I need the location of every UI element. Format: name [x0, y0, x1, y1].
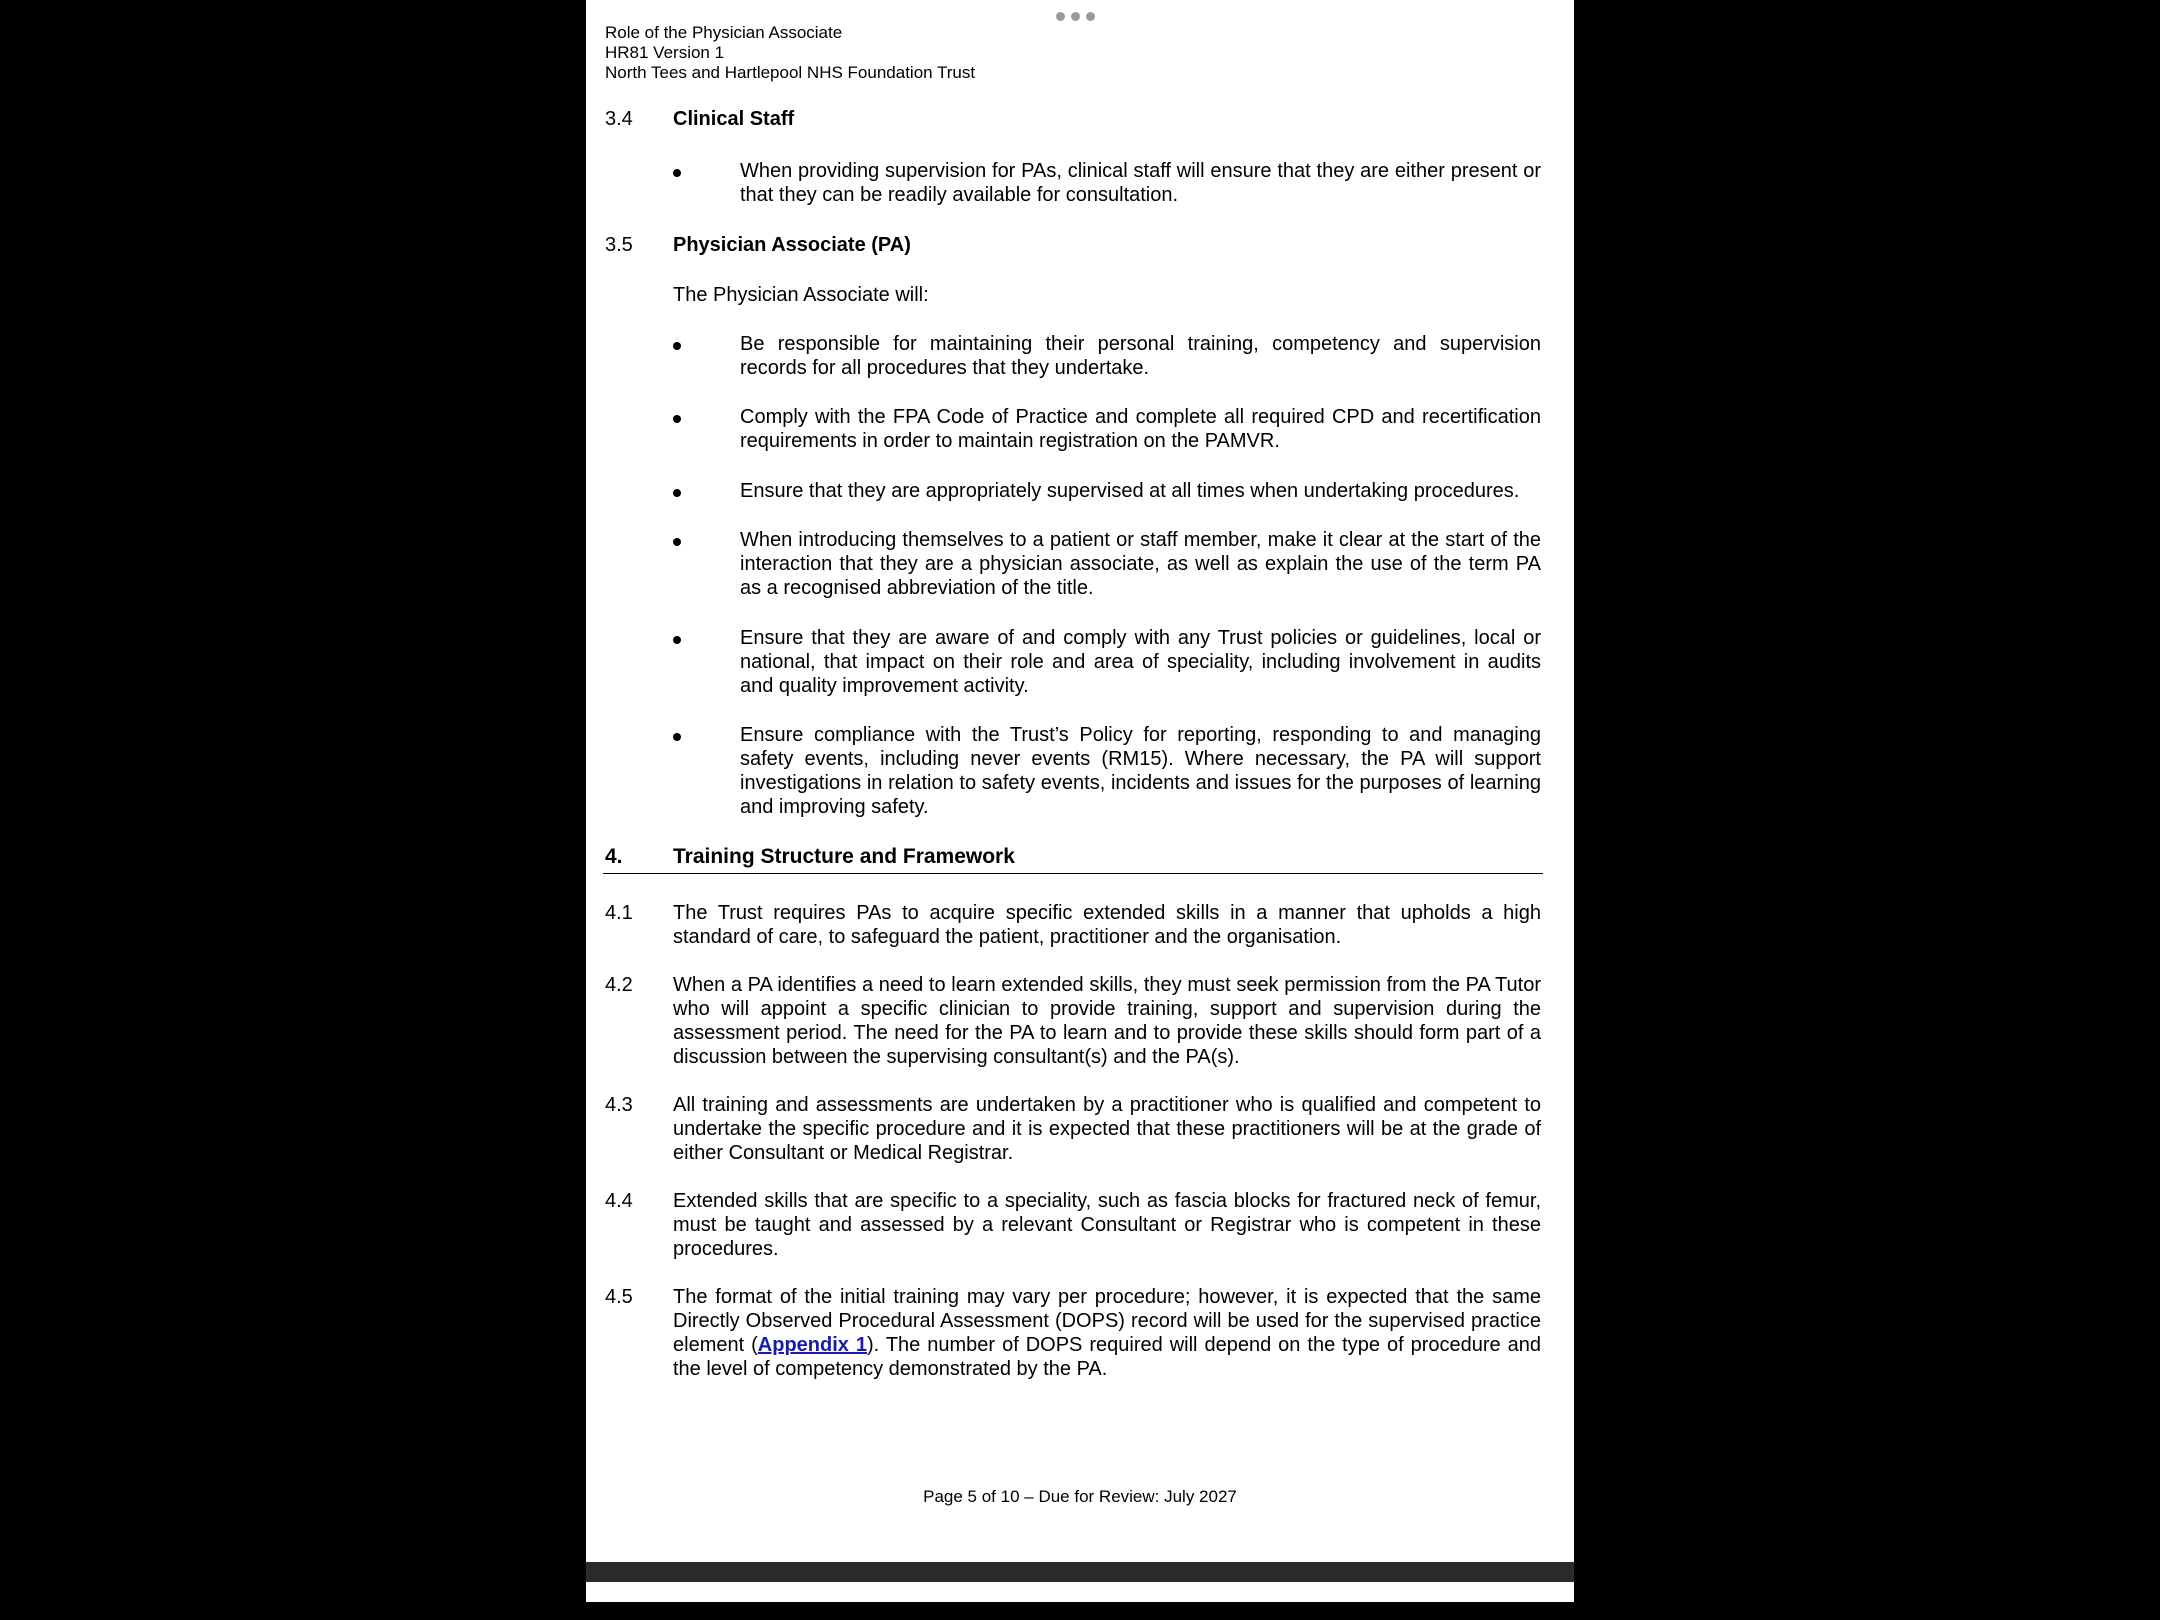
bullet-icon [673, 405, 683, 415]
section-heading: Clinical Staff [673, 108, 795, 130]
bullet-icon [673, 723, 683, 733]
bullet-text: Ensure compliance with the Trust’s Policy for reporting, responding to and managing safety events, including never events (RM15). Where necessary, the PA will support investigations in relation to safety events, incidents and issues for the purposes of learning and improving safety. [740, 724, 1541, 818]
item-number: 4.4 [605, 1190, 633, 1212]
document-header [605, 23, 975, 83]
bullet-text: Ensure that they are aware of and comply with any Trust policies or guidelines, local or national, that impact on their role and area of speciality, including involvement in audits and quality improvement activity. [740, 627, 1541, 697]
item-number: 4.3 [605, 1094, 633, 1116]
section-number: 3.5 [605, 234, 633, 256]
section-number: 3.4 [605, 108, 633, 130]
bullet-text: When providing supervision for PAs, clinical staff will ensure that they are either present or that they can be readily available for consultation. [740, 160, 1541, 206]
item-number: 4.5 [605, 1286, 633, 1308]
bullet-icon [673, 159, 683, 169]
intro-text: The Physician Associate will: [673, 284, 929, 306]
section-title: Training Structure and Framework [673, 845, 1015, 868]
item-text: Extended skills that are specific to a speciality, such as fascia blocks for fractured neck of femur, must be taught and assessed by a relevant Consultant or Registrar who is competent in these procedures. [673, 1190, 1541, 1260]
item-text [673, 1285, 1541, 1381]
dot-icon [1056, 12, 1065, 21]
bullet-text: Ensure that they are appropriately supervised at all times when undertaking procedures. [740, 480, 1520, 502]
viewer-bottom-strip [586, 1582, 1574, 1602]
bullet-icon [673, 332, 683, 342]
item-text: All training and assessments are undertaken by a practitioner who is qualified and competent to undertake the specific procedure and it is expected that these practitioners will be at the grade of either Consultant or Medical Registrar. [673, 1094, 1541, 1164]
item-text: The Trust requires PAs to acquire specific extended skills in a manner that upholds a high standard of care, to safeguard the patient, practitioner and the organisation. [673, 902, 1541, 948]
appendix-1-link[interactable]: Appendix 1 [757, 1334, 868, 1356]
section-heading: Physician Associate (PA) [673, 234, 911, 256]
bullet-text: Comply with the FPA Code of Practice and complete all required CPD and recertification requirements in order to maintain registration on the PAMVR. [740, 406, 1541, 452]
bullet-icon [673, 626, 683, 636]
item-number: 4.1 [605, 902, 633, 924]
more-options-icon[interactable] [1056, 12, 1095, 21]
item-text-after: ). The number of DOPS required will depend on the type of procedure and the level of competency demonstrated by the PA. [673, 1334, 1542, 1380]
bullet-text: When introducing themselves to a patient or staff member, make it clear at the start of the interaction that they are a physician associate, as well as explain the use of the term PA as a recognised abbreviation of the title. [740, 529, 1541, 599]
header-line-title: Role of the Physician Associate [605, 23, 843, 42]
page-footer: Page 5 of 10 – Due for Review: July 2027 [923, 1487, 1237, 1506]
header-line-version: HR81 Version 1 [605, 43, 725, 62]
header-line-trust: North Tees and Hartlepool NHS Foundation Trust [605, 63, 976, 82]
viewer-toolbar-bar [586, 1562, 1574, 1582]
dot-icon [1086, 12, 1095, 21]
item-text-before: The format of the initial training may vary per procedure; however, it is expected that the same Directly Observed Procedural Assessment (DOPS) record will be used for the supervised practice element ( [673, 1286, 1541, 1356]
section-number: 4. [605, 845, 623, 868]
item-number: 4.2 [605, 974, 633, 996]
bullet-text: Be responsible for maintaining their personal training, competency and supervision records for all procedures that they undertake. [740, 333, 1541, 379]
item-text: When a PA identifies a need to learn extended skills, they must seek permission from the PA Tutor who will appoint a specific clinician to provide training, support and supervision during the assessment period. The need for the PA to learn and to provide these skills should form part of a discussion between the supervising consultant(s) and the PA(s). [673, 974, 1541, 1068]
dot-icon [1071, 12, 1080, 21]
section-4-heading [603, 845, 1543, 874]
bullet-icon [673, 479, 683, 489]
bullet-icon [673, 528, 683, 538]
